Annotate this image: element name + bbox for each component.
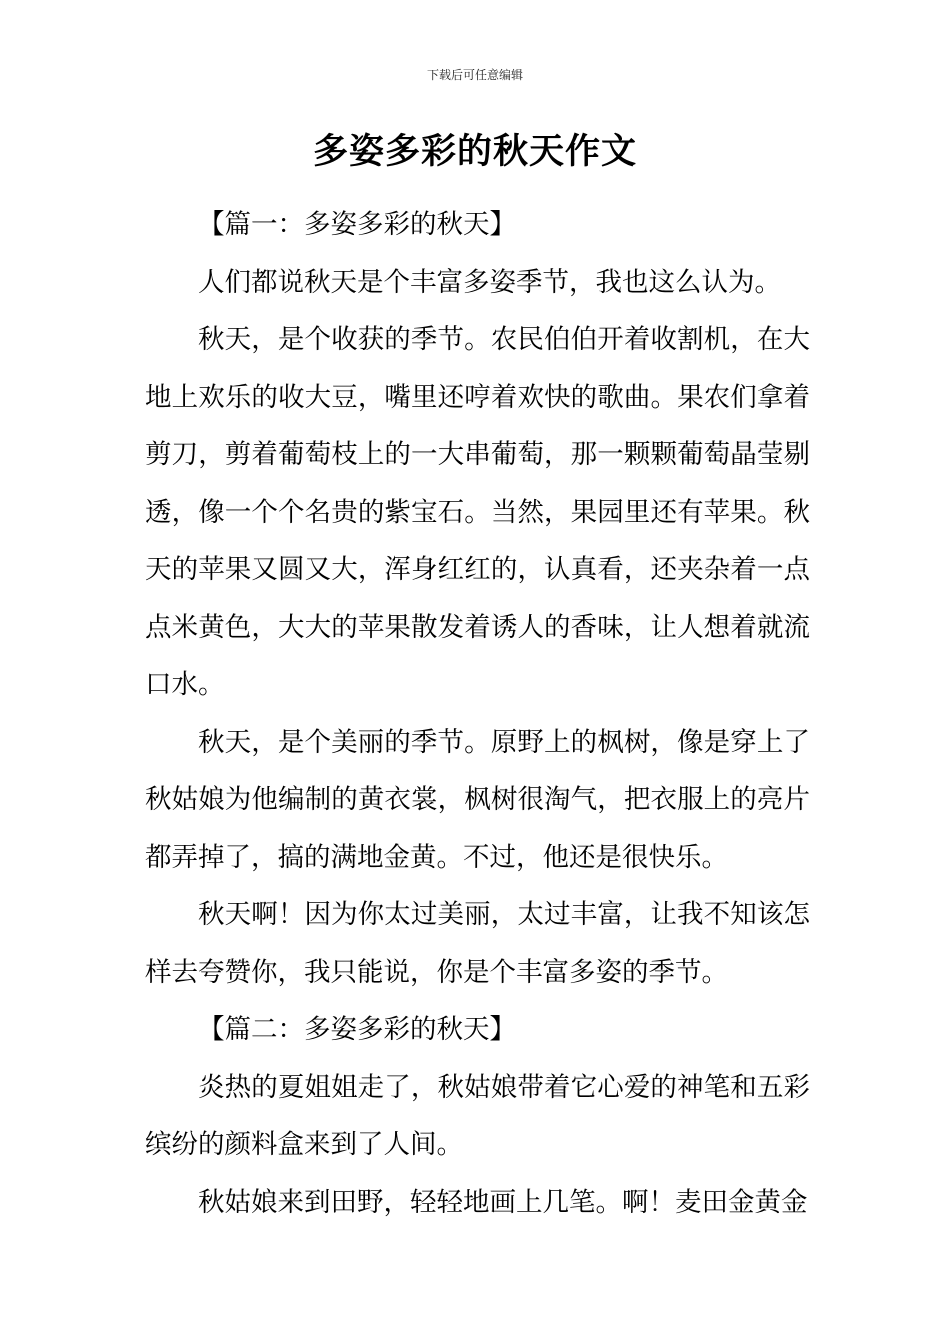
paragraph-2: 秋天，是个收获的季节。农民伯伯开着收割机，在大地上欢乐的收大豆，嘴里还哼着欢快的歌曲。果农们拿着剪刀，剪着葡萄枝上的一大串葡萄，那一颗颗葡萄晶莹剔透，像一个个名贵的紫宝石。当然，果园里还有苹果。秋天的苹果又圆又大，浑身红红的，认真看，还夹杂着一点点米黄色，大大的苹果散发着诱人的香味，让人想着就流口水。 (145, 324, 810, 700)
section-heading-2: 【篇二：多姿多彩的秋天】 (198, 1014, 516, 1045)
document-body (145, 196, 810, 1231)
paragraph-3: 秋天，是个美丽的季节。原野上的枫树，像是穿上了秋姑娘为他编制的黄衣裳，枫树很淘气，把衣服上的亮片都弄掉了，搞的满地金黄。不过，他还是很快乐。 (145, 726, 810, 873)
paragraph-5: 炎热的夏姐姐走了，秋姑娘带着它心爱的神笔和五彩缤纷的颜料盒来到了人间。 (145, 1071, 810, 1160)
paragraph-4: 秋天啊！因为你太过美丽，太过丰富，让我不知该怎样去夸赞你，我只能说，你是个丰富多姿的季节。 (145, 899, 810, 988)
header-note: 下载后可任意编辑 (426, 68, 523, 82)
section-heading-1: 【篇一：多姿多彩的秋天】 (198, 209, 516, 240)
document-title: 多姿多彩的秋天作文 (312, 132, 637, 172)
paragraph-1: 人们都说秋天是个丰富多姿季节，我也这么认为。 (198, 266, 781, 298)
paragraph-6: 秋姑娘来到田野，轻轻地画上几笔。啊！麦田金黄金 (198, 1186, 808, 1218)
